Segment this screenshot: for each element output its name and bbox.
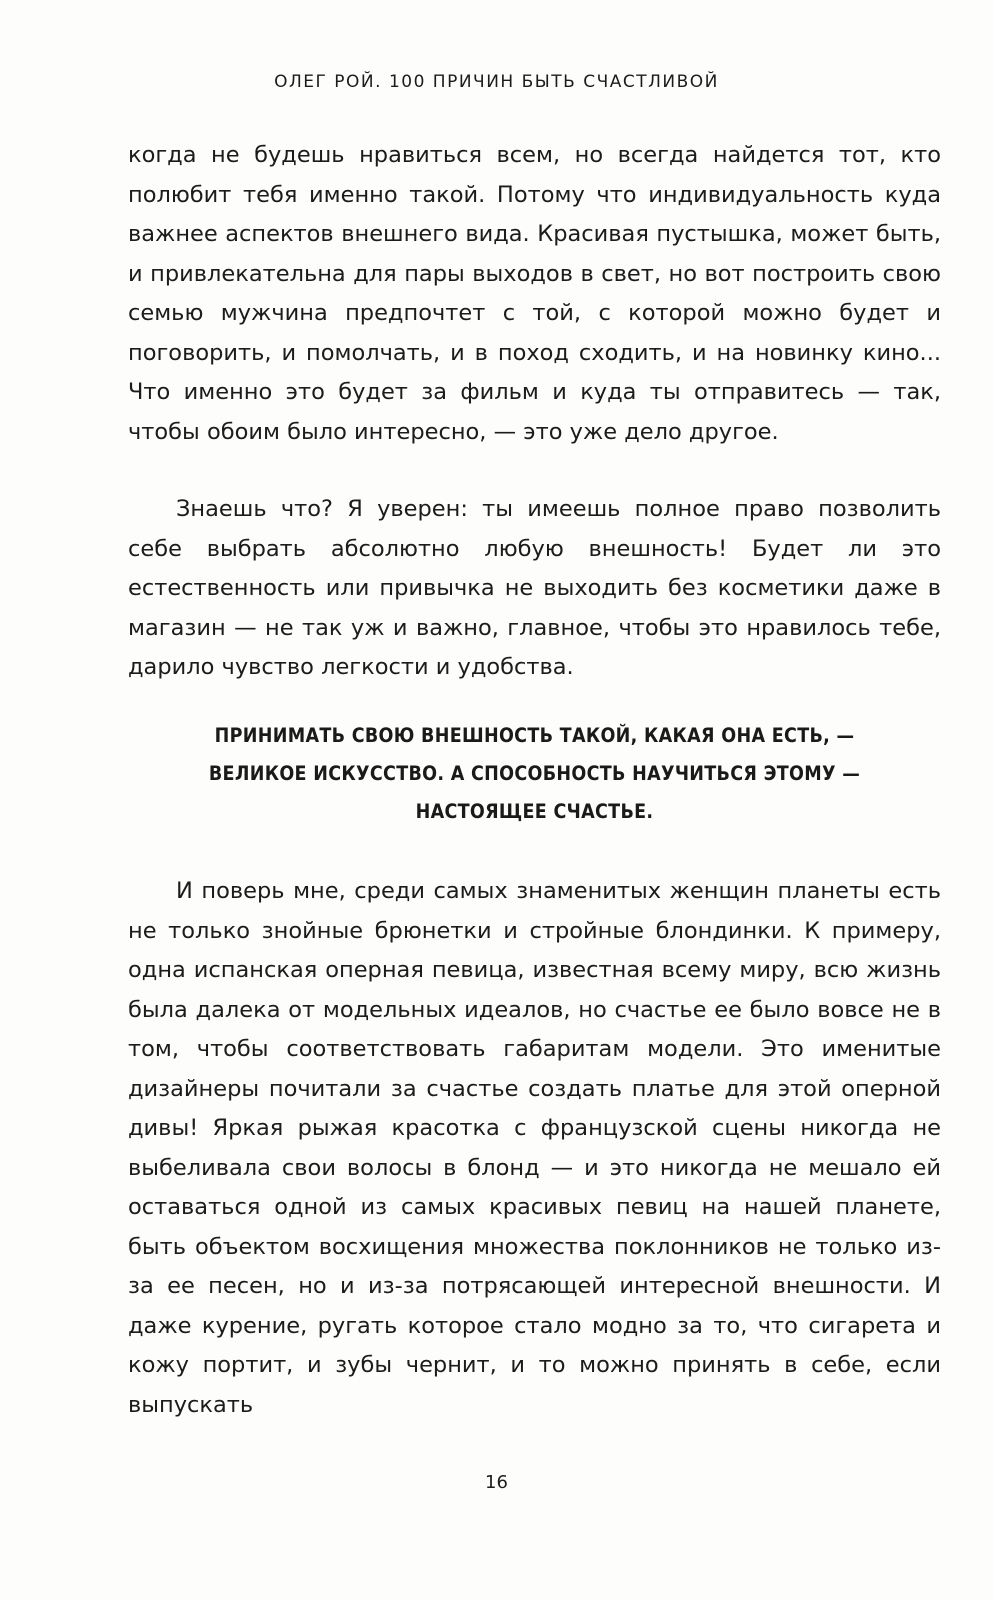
page-number: 16 bbox=[485, 1472, 508, 1493]
paragraph-text: И поверь мне, среди самых знаменитых женщин планеты есть не только знойные брюнетки и стройные блондинки. К примеру, одна испанская оперная певица, известная всему миру, всю жизнь была далека от модельных идеалов, но счастье ее было вовсе не в том, чтобы соответствовать габаритам модели. Это именитые дизайнеры почитали за счастье создать платье для этой оперной дивы! Яркая рыжая красотка с французской сцены никогда не выбеливала свои волосы в блонд — и это никогда не мешало ей оставаться одной из самых красивых певиц на нашей планете, быть объектом восхищения множества поклонников не только из-за ее песен, но и из-за потрясающей интересной внешности. И даже курение, ругать которое стало модно за то, что сигарета и кожу портит, и зубы чернит, и то можно принять в себе, если выпускать bbox=[128, 878, 941, 1418]
paragraph-text: Знаешь что? Я уверен: ты имеешь полное право позволить себе выбрать абсолютно любую внешность! Будет ли это естественность или привычка не выходить без косметики даже в магазин — не так уж и важно, главное, чтобы это нравилось тебе, дарило чувство легкости и удобства. bbox=[128, 496, 941, 680]
pull-quote-line: ПРИНИМАТЬ СВОЮ ВНЕШНОСТЬ ТАКОЙ, КАКАЯ ОНА ЕСТЬ, — bbox=[214, 724, 855, 747]
paragraph-continued bbox=[128, 136, 941, 452]
running-header: ОЛЕГ РОЙ. 100 ПРИЧИН БЫТЬ СЧАСТЛИВОЙ bbox=[274, 72, 719, 92]
pull-quote-line: НАСТОЯЩЕЕ СЧАСТЬЕ. bbox=[415, 800, 654, 823]
paragraph-text: когда не будешь нравиться всем, но всегда найдется тот, кто полюбит тебя именно такой. Потому что индивидуальность куда важнее аспектов внешнего вида. Красивая пустышка, может быть, и привлекательна для пары выходов в свет, но вот построить свою семью мужчина предпочтет с той, с которой можно будет и поговорить, и помолчать, и в поход сходить, и на новинку кино... Что именно это будет за фильм и куда ты отправитесь — так, чтобы обоим было интересно, — это уже дело другое. bbox=[128, 142, 941, 445]
paragraph-examples bbox=[128, 872, 941, 1425]
paragraph-choice bbox=[128, 490, 941, 688]
pull-quote-line: ВЕЛИКОЕ ИСКУССТВО. А СПОСОБНОСТЬ НАУЧИТЬСЯ ЭТОМУ — bbox=[208, 762, 861, 785]
pull-quote bbox=[128, 717, 941, 831]
